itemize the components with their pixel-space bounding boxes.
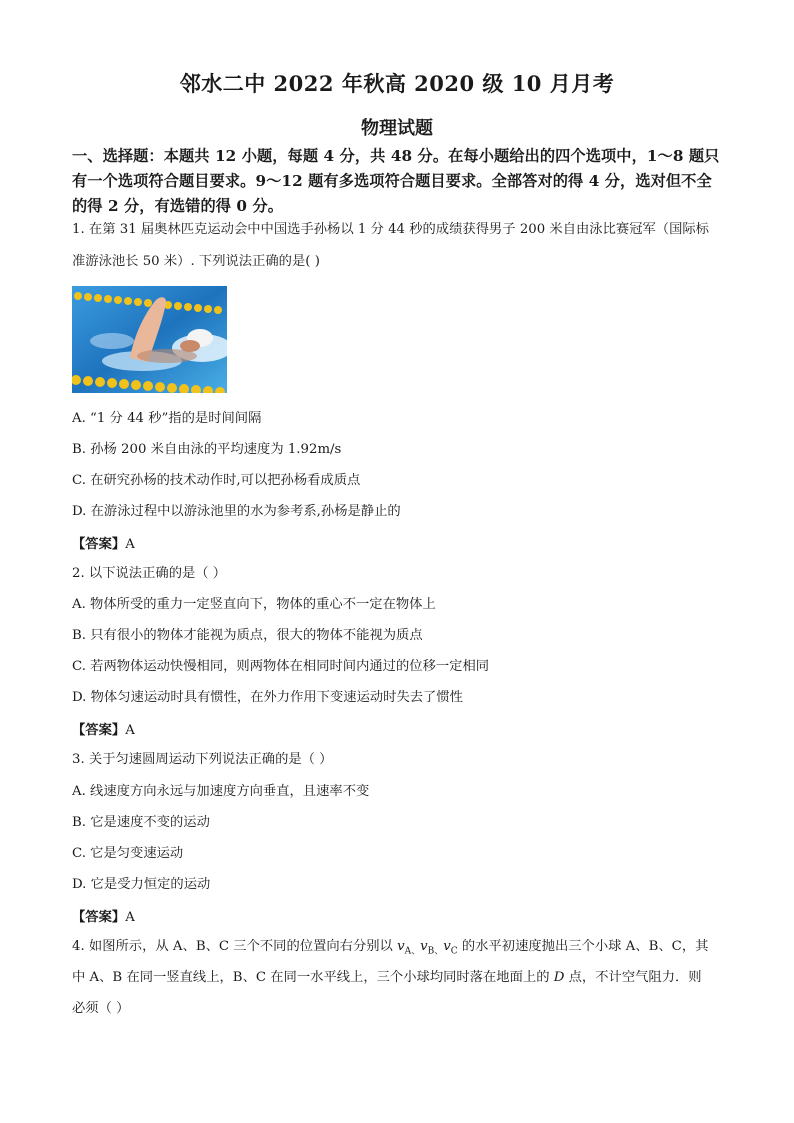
question-1-option-b: B. 孙杨 200 米自由泳的平均速度为 1.92m/s (72, 442, 342, 457)
swimmer-photo (72, 286, 227, 393)
exam-subtitle: 物理试题 (361, 118, 433, 139)
question-2-option-c: C. 若两物体运动快慢相同，则两物体在相同时间内通过的位移一定相同 (72, 659, 490, 674)
q4-vc: v (443, 939, 451, 954)
q4-line2-pre: 中 A、B 在同一竖直线上，B、C 在同一水平线上，三个小球均同时落在地面上的 (72, 970, 554, 985)
q4-va-sub: A、 (404, 946, 421, 957)
question-3-option-c: C. 它是匀变速运动 (72, 846, 184, 861)
q4-vc-sub: C (450, 946, 458, 957)
q4-vb: v (420, 939, 428, 954)
answer-label: 【答案】 (72, 537, 126, 552)
q4-text-pre: 4. 如图所示，从 A、B、C 三个不同的位置向右分别以 (72, 939, 398, 954)
question-3-stem: 3. 关于匀速圆周运动下列说法正确的是（ ） (72, 752, 333, 767)
q4-text-post: 的水平初速度抛出三个小球 A、B、C，其 (457, 939, 709, 954)
answer-value: A (125, 910, 135, 925)
question-2-answer (72, 719, 135, 738)
answer-label: 【答案】 (72, 723, 126, 738)
q4-point-d: D (553, 970, 565, 985)
answer-value: A (125, 537, 135, 552)
answer-value: A (125, 723, 135, 738)
question-4-stem-line2 (72, 968, 702, 988)
question-4-stem-line1 (72, 937, 708, 962)
section-instructions: 一、选择题：本题共 12 小题，每题 4 分，共 48 分。在每小题给出的四个选项中，1～8 题只有一个选项符合题目要求。9～12 题有多选项符合题目要求。全部答对的得 4 分，选对但不全的得 2 分，有选错的得 0 分。 (72, 147, 720, 215)
q4-line2-post: 点，不计空气阻力．则 (564, 970, 702, 985)
answer-label: 【答案】 (72, 910, 126, 925)
question-3-option-d: D. 它是受力恒定的运动 (72, 877, 211, 892)
question-2-stem: 2. 以下说法正确的是（ ） (72, 566, 227, 581)
question-2-option-d: D. 物体匀速运动时具有惯性，在外力作用下变速运动时失去了惯性 (72, 690, 463, 705)
question-1-option-a: A. “1 分 44 秒”指的是时间间隔 (72, 411, 262, 426)
question-1-option-c: C. 在研究孙杨的技术动作时,可以把孙杨看成质点 (72, 473, 361, 488)
question-1-stem-line1: 1. 在第 31 届奥林匹克运动会中中国选手孙杨以 1 分 44 秒的成绩获得男子 200 米自由泳比赛冠军（国际标 (72, 222, 709, 237)
exam-title: 邻水二中 2022 年秋高 2020 级 10 月月考 (179, 71, 615, 96)
question-3-option-a: A. 线速度方向永远与加速度方向垂直，且速率不变 (72, 784, 370, 799)
q4-vb-sub: B、 (427, 946, 444, 957)
question-2-option-b: B. 只有很小的物体才能视为质点，很大的物体不能视为质点 (72, 628, 423, 643)
question-1-answer (72, 533, 135, 552)
question-1-option-d: D. 在游泳过程中以游泳池里的水为参考系,孙杨是静止的 (72, 504, 401, 519)
question-2-option-a: A. 物体所受的重力一定竖直向下，物体的重心不一定在物体上 (72, 597, 436, 612)
question-4-stem-line3: 必须（ ） (72, 1001, 130, 1016)
question-1-stem-line2: 准游泳池长 50 米）. 下列说法正确的是( ) (72, 254, 320, 269)
q4-va: v (397, 939, 405, 954)
question-3-option-b: B. 它是速度不变的运动 (72, 815, 210, 830)
question-3-answer (72, 906, 135, 925)
